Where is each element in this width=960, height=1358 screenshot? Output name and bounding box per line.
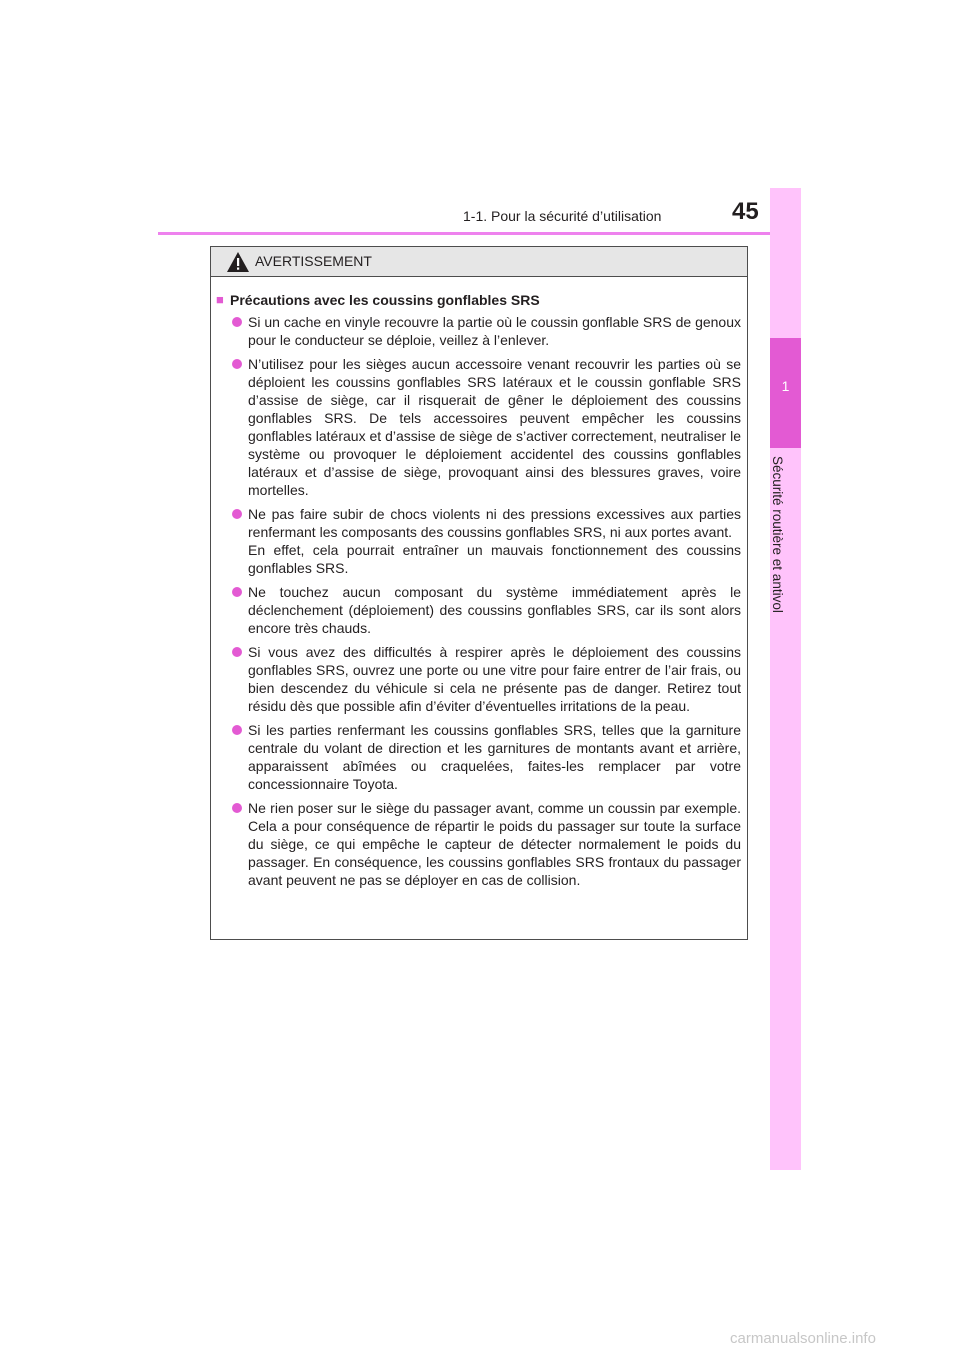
bullet-dot-icon	[232, 587, 242, 597]
list-item	[216, 643, 741, 715]
chapter-number: 1	[781, 378, 790, 394]
list-item	[216, 505, 741, 577]
list-item-text: Ne touchez aucun composant du système immédiatement après le déclenchement (déploiement) des coussins gonflables SRS, car ils sont alors encore très chauds.	[248, 584, 741, 636]
list-item-text: Ne pas faire subir de chocs violents ni des pressions excessives aux parties renfermant les composants des coussins gonflables SRS, ni aux portes avant. En effet, cela pourrait entraîner un mauvais fonctionnement des coussins gonflables SRS.	[248, 506, 741, 576]
bullet-dot-icon	[232, 317, 242, 327]
bullet-dot-icon	[232, 725, 242, 735]
square-bullet-icon: ■	[216, 292, 224, 307]
watermark: carmanualsonline.info	[730, 1330, 876, 1347]
list-item	[216, 721, 741, 793]
bullet-dot-icon	[232, 803, 242, 813]
warning-title: AVERTISSEMENT	[255, 253, 372, 269]
warning-triangle-icon	[227, 252, 249, 272]
header-divider	[158, 232, 800, 235]
section-heading-text: Précautions avec les coussins gonflables SRS	[230, 292, 540, 308]
list-item	[216, 799, 741, 889]
warning-body	[211, 277, 747, 889]
warning-box	[210, 246, 748, 940]
list-item-text: Si vous avez des difficultés à respirer après le déploiement des coussins gonflables SRS, ouvrez une porte ou une vitre pour faire entrer de l’air frais, ou bien descendez du véhicule si cela ne présente pas de danger. Retirez tout résidu dès que possible afin d’éviter d’éventuelles irritations de la peau.	[248, 644, 741, 714]
list-item	[216, 583, 741, 637]
bullet-dot-icon	[232, 647, 242, 657]
bullet-dot-icon	[232, 359, 242, 369]
section-heading	[216, 291, 741, 309]
chapter-side-tab	[770, 188, 801, 1170]
section-header: 1-1. Pour la sécurité d’utilisation	[463, 208, 662, 224]
list-item	[216, 313, 741, 349]
page-number: 45	[732, 198, 759, 225]
warning-header	[211, 247, 747, 277]
list-item-text: N’utilisez pour les sièges aucun accessoire venant recouvrir les parties où se déploient les coussins gonflables SRS latéraux et le coussin gonflable SRS d’assise de siège, car il risquerait de gêner le déploiement des coussins gonflables SRS. De tels accessoires peuvent empêcher les coussins gonflables latéraux et d’assise de siège de s’activer correctement, neutraliser le système ou provoquer le déploiement accidentel des coussins gonflables latéraux et d’assise de siège, provoquant ainsi des blessures graves, voire mortelles.	[248, 356, 741, 498]
chapter-title: Sécurité routière et antivol	[770, 456, 785, 613]
list-item-text: Si les parties renfermant les coussins gonflables SRS, telles que la garniture centrale du volant de direction et les garnitures de montants avant et arrière, apparaissent abîmées ou craquelées, faites-les remplacer par votre concessionnaire Toyota.	[248, 722, 741, 792]
list-item	[216, 355, 741, 499]
bullet-dot-icon	[232, 509, 242, 519]
list-item-text: Si un cache en vinyle recouvre la partie où le coussin gonflable SRS de genoux pour le conducteur se déploie, veillez à l’enlever.	[248, 314, 741, 348]
list-item-text: Ne rien poser sur le siège du passager avant, comme un coussin par exemple. Cela a pour conséquence de répartir le poids du passager sur toute la surface du siège, ce qui empêche le capteur de détecter normalement le poids du passager. En conséquence, les coussins gonflables SRS frontaux du passager avant peuvent ne pas se déployer en cas de collision.	[248, 800, 741, 888]
